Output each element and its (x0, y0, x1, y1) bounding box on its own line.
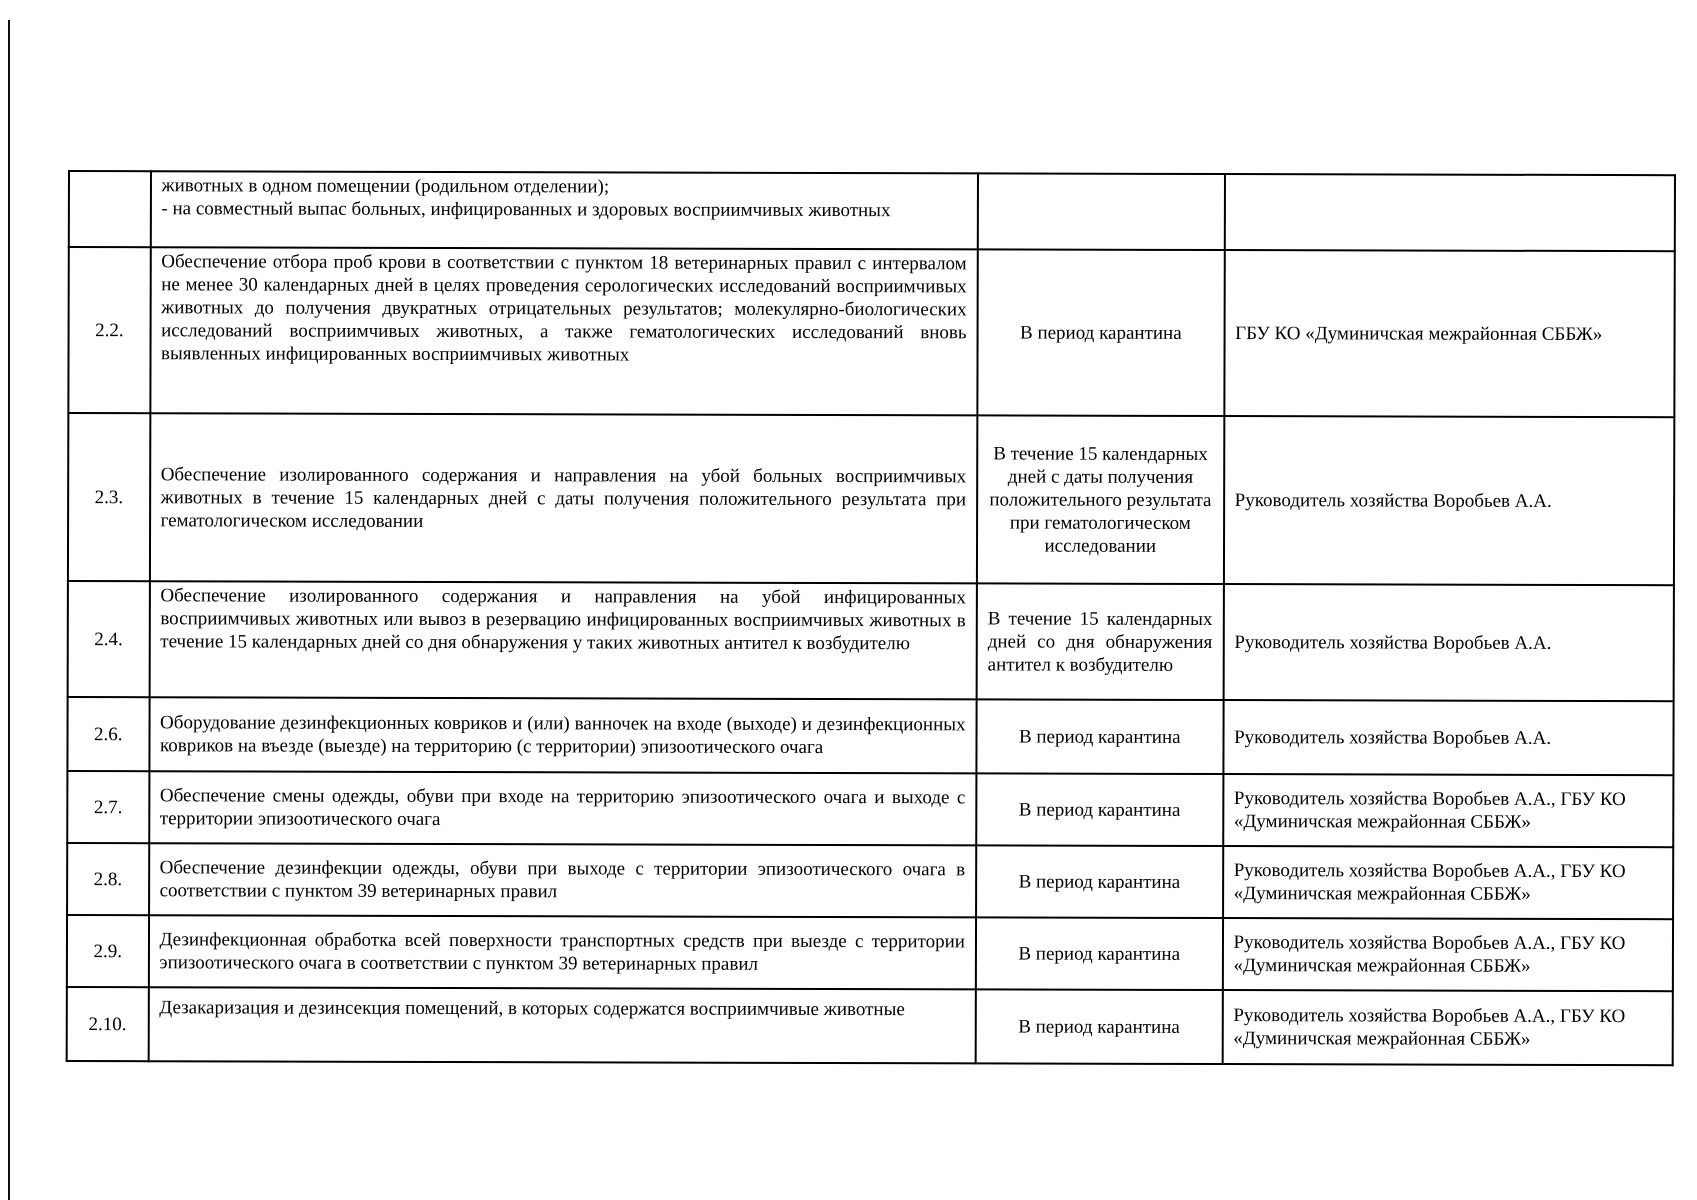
row-number: 2.8. (67, 843, 149, 915)
row-number: 2.6. (67, 697, 149, 771)
responsible-text: Руководитель хозяйства Воробьев А.А. (1223, 700, 1674, 775)
term-text: В период карантина (976, 989, 1223, 1064)
measure-text: Обеспечение смены одежды, обуви при входе на территорию эпизоотического очага и выходе с территории эпизоотического очага (149, 771, 977, 845)
measure-text: Обеспечение отбора проб крови в соответствии с пунктом 18 ветеринарных правил с интервалом не менее 30 календарных дней в целях проведения серологических исследований восприимчивых животных до получения двукратных отрицательных результатов; молекулярно-биологических исследований восприимчивых животных, а также гематологических исследований вновь выявленных инфицированных восприимчивых животных (150, 247, 978, 415)
row-number: 2.3. (68, 413, 150, 581)
responsible-text: Руководитель хозяйства Воробьев А.А. (1223, 584, 1674, 701)
term-text (978, 173, 1225, 250)
responsible-text: Руководитель хозяйства Воробьев А.А., ГБУ КО «Думиничская межрайонная СББЖ» (1222, 990, 1673, 1065)
row-number: 2.4. (68, 581, 150, 697)
measure-text: Дезакаризация и дезинсекция помещений, в которых содержатся восприимчивые животные (148, 987, 976, 1063)
responsible-text: Руководитель хозяйства Воробьев А.А. (1223, 416, 1674, 585)
row-number (69, 171, 151, 247)
table-row (69, 171, 1675, 251)
row-number: 2.7. (67, 771, 149, 843)
measures-table (66, 170, 1676, 1066)
measure-text: Дезинфекционная обработка всей поверхности транспортных средств при выезде с территории эпизоотического очага в соответствии с пунктом 39 ветеринарных правил (148, 915, 976, 989)
table-row (68, 247, 1674, 417)
measure-text: Оборудование дезинфекционных ковриков и (или) ванночек на входе (выходе) и дезинфекционных ковриков на въезде (выезде) на территорию (с территории) эпизоотического очага (149, 697, 977, 773)
responsible-text: Руководитель хозяйства Воробьев А.А., ГБУ КО «Думиничская межрайонная СББЖ» (1223, 846, 1674, 919)
table-row (67, 771, 1673, 847)
responsible-text: Руководитель хозяйства Воробьев А.А., ГБУ КО «Думиничская межрайонная СББЖ» (1222, 918, 1673, 991)
table-row (67, 697, 1673, 775)
term-text: В период карантина (976, 773, 1223, 846)
row-number: 2.9. (67, 915, 149, 987)
measure-text: Обеспечение дезинфекции одежды, обуви при выходе с территории эпизоотического очага в соответствии с пунктом 39 ветеринарных правил (149, 843, 977, 917)
responsible-text (1224, 174, 1675, 251)
term-text: В период карантина (976, 699, 1223, 774)
term-text: В течение 15 календарных дней с даты получения положительного результата при гематологическом исследовании (977, 415, 1224, 584)
term-text: В период карантина (976, 917, 1223, 990)
responsible-text: Руководитель хозяйства Воробьев А.А., ГБУ КО «Думиничская межрайонная СББЖ» (1223, 774, 1674, 847)
term-text: В период карантина (977, 249, 1224, 416)
table-row (68, 581, 1674, 701)
measure-text: животных в одном помещении (родильном отделении); - на совместный выпас больных, инфицированных и здоровых восприимчивых животных (150, 171, 978, 249)
term-text: В период карантина (976, 845, 1223, 918)
responsible-text: ГБУ КО «Думиничская межрайонная СББЖ» (1224, 250, 1675, 417)
measure-text: Обеспечение изолированного содержания и направления на убой инфицированных восприимчивых животных или вывоз в резервацию инфицированных восприимчивых животных в течение 15 календарных дней со дня обнаружения у таких животных антител к возбудителю (149, 581, 977, 699)
term-text: В течение 15 календарных дней со дня обнаружения антител к возбудителю (977, 583, 1224, 700)
row-number: 2.2. (68, 247, 150, 413)
row-number: 2.10. (67, 987, 149, 1061)
measure-text: Обеспечение изолированного содержания и направления на убой больных восприимчивых животных в течение 15 календарных дней с даты получения положительного результата при гематологическом исследовании (149, 413, 977, 583)
table-row (67, 915, 1673, 991)
table-row (68, 413, 1674, 585)
table-row (67, 987, 1673, 1065)
page-margin-line (8, 20, 10, 1200)
table-row (67, 843, 1673, 919)
